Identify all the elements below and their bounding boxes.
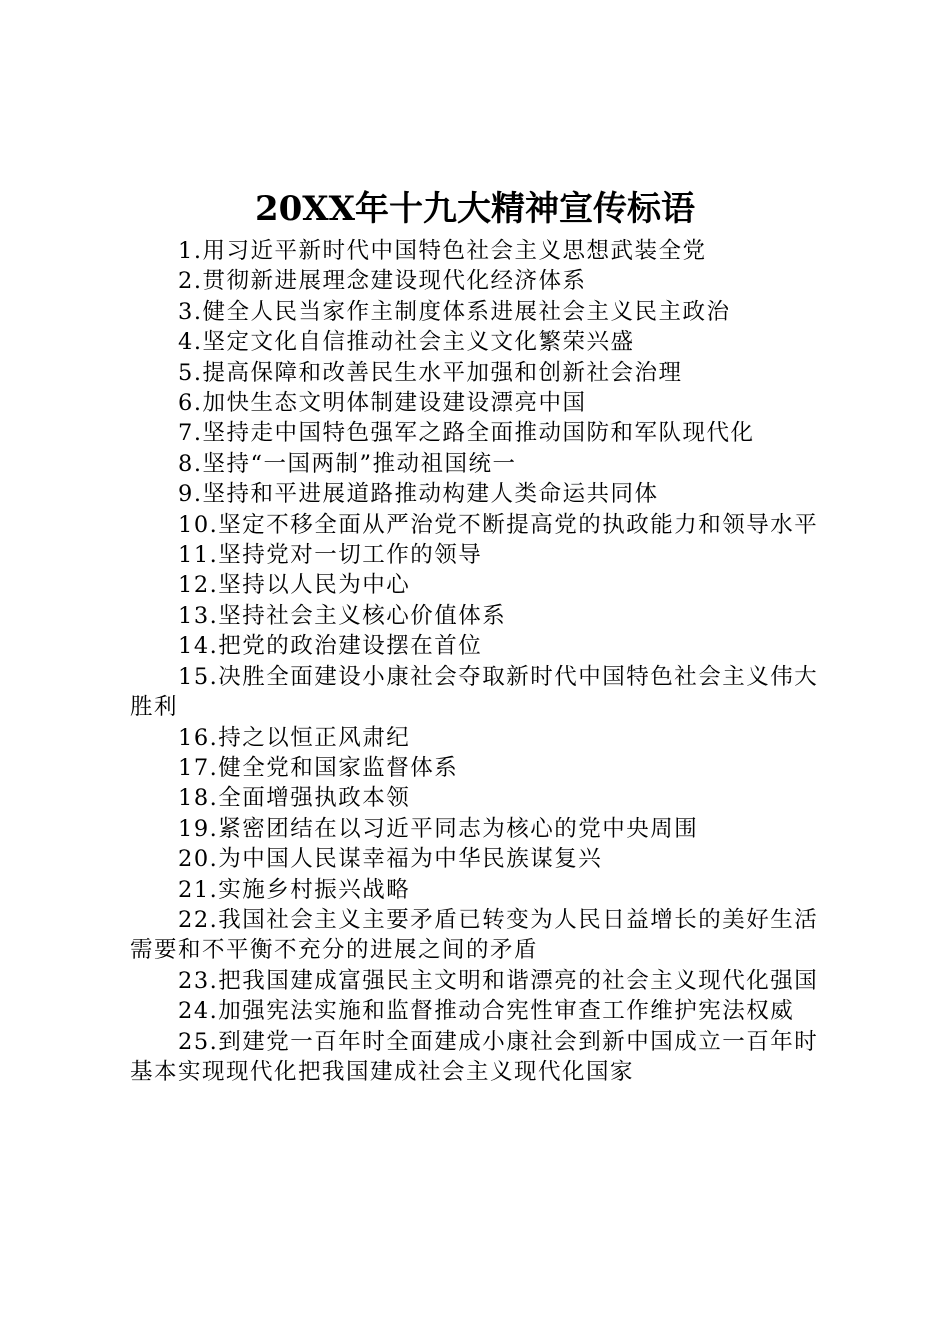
slogan-item-15: 15.决胜全面建设小康社会夺取新时代中国特色社会主义伟大胜利 — [130, 663, 819, 721]
slogan-item-5: 5.提高保障和改善民生水平加强和创新社会治理 — [178, 359, 683, 386]
slogan-item-18: 18.全面增强执政本领 — [178, 785, 411, 812]
slogan-item-22: 22.我国社会主义主要矛盾已转变为人民日益增长的美好生活需要和不平衡不充分的进展之间的矛盾 — [130, 906, 819, 964]
slogan-item-8: 8.坚持“一国两制”推动祖国统一 — [178, 450, 517, 477]
slogan-item-6: 6.加快生态文明体制建设建设漂亮中国 — [178, 390, 587, 417]
slogan-item-3: 3.健全人民当家作主制度体系进展社会主义民主政治 — [178, 298, 731, 325]
slogan-list — [130, 236, 830, 1087]
slogan-item-2: 2.贯彻新进展理念建设现代化经济体系 — [178, 268, 587, 295]
document-title: 20XX年十九大精神宣传标语 — [254, 189, 696, 229]
slogan-item-20: 20.为中国人民谋幸福为中华民族谋复兴 — [178, 846, 603, 873]
slogan-item-21: 21.实施乡村振兴战略 — [178, 876, 411, 903]
slogan-item-10: 10.坚定不移全面从严治党不断提高党的执政能力和领导水平 — [178, 511, 819, 538]
slogan-item-13: 13.坚持社会主义核心价值体系 — [178, 602, 507, 629]
slogan-item-14: 14.把党的政治建设摆在首位 — [178, 633, 483, 660]
slogan-item-11: 11.坚持党对一切工作的领导 — [178, 542, 483, 569]
slogan-item-24: 24.加强宪法实施和监督推动合宪性审查工作维护宪法权威 — [178, 998, 795, 1025]
slogan-item-7: 7.坚持走中国特色强军之路全面推动国防和军队现代化 — [178, 420, 755, 447]
slogan-item-23: 23.把我国建成富强民主文明和谐漂亮的社会主义现代化强国 — [178, 967, 819, 994]
slogan-item-25: 25.到建党一百年时全面建成小康社会到新中国成立一百年时基本实现现代化把我国建成社会主义现代化国家 — [130, 1028, 819, 1085]
slogan-item-17: 17.健全党和国家监督体系 — [178, 754, 459, 781]
slogan-item-1: 1.用习近平新时代中国特色社会主义思想武装全党 — [178, 238, 707, 264]
slogan-item-4: 4.坚定文化自信推动社会主义文化繁荣兴盛 — [178, 329, 635, 356]
slogan-item-9: 9.坚持和平进展道路推动构建人类命运共同体 — [178, 481, 659, 508]
slogan-item-12: 12.坚持以人民为中心 — [178, 572, 411, 599]
slogan-item-19: 19.紧密团结在以习近平同志为核心的党中央周围 — [178, 815, 699, 842]
slogan-item-16: 16.持之以恒正风肃纪 — [178, 724, 411, 751]
